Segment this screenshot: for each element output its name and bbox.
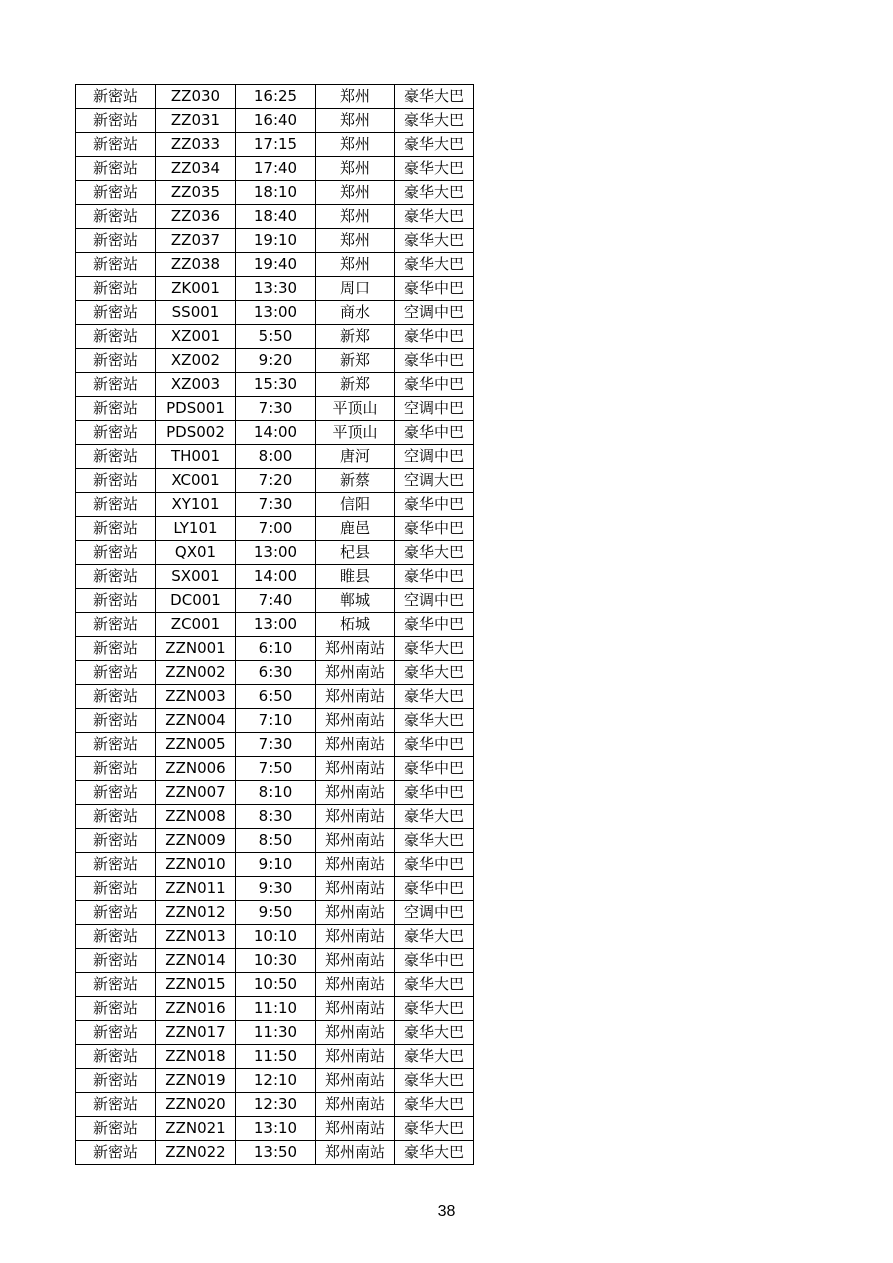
bus-type-cell: 豪华大巴 — [395, 541, 474, 565]
destination-cell: 郑州南站 — [316, 1021, 395, 1045]
departure-station-cell: 新密站 — [76, 661, 156, 685]
route-code-cell: ZZN005 — [156, 733, 236, 757]
route-code-cell: LY101 — [156, 517, 236, 541]
route-code-cell: ZZ033 — [156, 133, 236, 157]
departure-time-cell: 13:50 — [236, 1141, 316, 1165]
route-code-cell: QX01 — [156, 541, 236, 565]
bus-type-cell: 豪华中巴 — [395, 493, 474, 517]
bus-type-cell: 豪华中巴 — [395, 757, 474, 781]
destination-cell: 郑州南站 — [316, 709, 395, 733]
bus-type-cell: 豪华大巴 — [395, 1045, 474, 1069]
departure-time-cell: 14:00 — [236, 565, 316, 589]
bus-type-cell: 豪华大巴 — [395, 181, 474, 205]
departure-time-cell: 13:00 — [236, 541, 316, 565]
departure-time-cell: 10:10 — [236, 925, 316, 949]
destination-cell: 郑州南站 — [316, 637, 395, 661]
route-code-cell: ZZ030 — [156, 85, 236, 109]
bus-type-cell: 豪华中巴 — [395, 349, 474, 373]
bus-type-cell: 空调大巴 — [395, 469, 474, 493]
destination-cell: 郸城 — [316, 589, 395, 613]
departure-station-cell: 新密站 — [76, 205, 156, 229]
destination-cell: 郑州南站 — [316, 901, 395, 925]
departure-station-cell: 新密站 — [76, 565, 156, 589]
route-code-cell: TH001 — [156, 445, 236, 469]
departure-station-cell: 新密站 — [76, 925, 156, 949]
table-row — [76, 541, 474, 565]
table-row — [76, 949, 474, 973]
departure-station-cell: 新密站 — [76, 445, 156, 469]
bus-type-cell: 豪华中巴 — [395, 781, 474, 805]
departure-station-cell: 新密站 — [76, 853, 156, 877]
bus-type-cell: 豪华中巴 — [395, 421, 474, 445]
departure-time-cell: 9:50 — [236, 901, 316, 925]
departure-time-cell: 11:50 — [236, 1045, 316, 1069]
departure-station-cell: 新密站 — [76, 1045, 156, 1069]
destination-cell: 郑州南站 — [316, 997, 395, 1021]
table-row — [76, 997, 474, 1021]
bus-type-cell: 豪华大巴 — [395, 133, 474, 157]
destination-cell: 郑州 — [316, 109, 395, 133]
departure-station-cell: 新密站 — [76, 613, 156, 637]
bus-type-cell: 豪华大巴 — [395, 1141, 474, 1165]
route-code-cell: ZZN008 — [156, 805, 236, 829]
departure-time-cell: 11:30 — [236, 1021, 316, 1045]
route-code-cell: ZZN002 — [156, 661, 236, 685]
destination-cell: 唐河 — [316, 445, 395, 469]
departure-station-cell: 新密站 — [76, 637, 156, 661]
destination-cell: 睢县 — [316, 565, 395, 589]
table-row — [76, 493, 474, 517]
route-code-cell: ZZN004 — [156, 709, 236, 733]
table-row — [76, 1045, 474, 1069]
table-row — [76, 157, 474, 181]
table-row — [76, 1093, 474, 1117]
table-row — [76, 325, 474, 349]
page-number: 38 — [437, 1203, 456, 1220]
departure-time-cell: 10:50 — [236, 973, 316, 997]
departure-station-cell: 新密站 — [76, 709, 156, 733]
route-code-cell: ZZN006 — [156, 757, 236, 781]
route-code-cell: XC001 — [156, 469, 236, 493]
route-code-cell: ZZ035 — [156, 181, 236, 205]
destination-cell: 郑州南站 — [316, 877, 395, 901]
destination-cell: 周口 — [316, 277, 395, 301]
table-row — [76, 349, 474, 373]
bus-type-cell: 豪华中巴 — [395, 853, 474, 877]
destination-cell: 郑州南站 — [316, 805, 395, 829]
departure-time-cell: 9:30 — [236, 877, 316, 901]
route-code-cell: ZZ031 — [156, 109, 236, 133]
destination-cell: 郑州 — [316, 85, 395, 109]
bus-type-cell: 豪华大巴 — [395, 1021, 474, 1045]
table-row — [76, 565, 474, 589]
route-code-cell: PDS001 — [156, 397, 236, 421]
bus-type-cell: 空调中巴 — [395, 589, 474, 613]
table-row — [76, 877, 474, 901]
route-code-cell: ZZN003 — [156, 685, 236, 709]
route-code-cell: XZ003 — [156, 373, 236, 397]
departure-station-cell: 新密站 — [76, 877, 156, 901]
route-code-cell: ZZN013 — [156, 925, 236, 949]
destination-cell: 鹿邑 — [316, 517, 395, 541]
bus-type-cell: 空调中巴 — [395, 445, 474, 469]
departure-time-cell: 7:30 — [236, 733, 316, 757]
departure-station-cell: 新密站 — [76, 1069, 156, 1093]
table-row — [76, 373, 474, 397]
bus-type-cell: 豪华大巴 — [395, 997, 474, 1021]
destination-cell: 柘城 — [316, 613, 395, 637]
departure-station-cell: 新密站 — [76, 229, 156, 253]
departure-time-cell: 17:15 — [236, 133, 316, 157]
route-code-cell: XZ002 — [156, 349, 236, 373]
departure-station-cell: 新密站 — [76, 421, 156, 445]
destination-cell: 郑州南站 — [316, 733, 395, 757]
route-code-cell: ZZN009 — [156, 829, 236, 853]
departure-time-cell: 6:50 — [236, 685, 316, 709]
table-row — [76, 469, 474, 493]
route-code-cell: ZZN012 — [156, 901, 236, 925]
departure-time-cell: 8:10 — [236, 781, 316, 805]
table-row — [76, 253, 474, 277]
departure-time-cell: 13:00 — [236, 613, 316, 637]
table-row — [76, 757, 474, 781]
departure-time-cell: 6:30 — [236, 661, 316, 685]
destination-cell: 商水 — [316, 301, 395, 325]
route-code-cell: ZZN007 — [156, 781, 236, 805]
departure-time-cell: 10:30 — [236, 949, 316, 973]
departure-station-cell: 新密站 — [76, 541, 156, 565]
departure-time-cell: 8:00 — [236, 445, 316, 469]
destination-cell: 郑州 — [316, 157, 395, 181]
departure-station-cell: 新密站 — [76, 1021, 156, 1045]
route-code-cell: PDS002 — [156, 421, 236, 445]
table-row — [76, 589, 474, 613]
departure-time-cell: 11:10 — [236, 997, 316, 1021]
route-code-cell: DC001 — [156, 589, 236, 613]
route-code-cell: ZZN016 — [156, 997, 236, 1021]
departure-time-cell: 15:30 — [236, 373, 316, 397]
departure-station-cell: 新密站 — [76, 1093, 156, 1117]
departure-station-cell: 新密站 — [76, 349, 156, 373]
departure-station-cell: 新密站 — [76, 325, 156, 349]
route-code-cell: ZZN021 — [156, 1117, 236, 1141]
departure-time-cell: 16:40 — [236, 109, 316, 133]
table-row — [76, 205, 474, 229]
destination-cell: 信阳 — [316, 493, 395, 517]
table-row — [76, 85, 474, 109]
departure-station-cell: 新密站 — [76, 277, 156, 301]
table-row — [76, 1069, 474, 1093]
destination-cell: 平顶山 — [316, 421, 395, 445]
bus-type-cell: 豪华中巴 — [395, 733, 474, 757]
departure-time-cell: 13:00 — [236, 301, 316, 325]
departure-time-cell: 7:10 — [236, 709, 316, 733]
departure-station-cell: 新密站 — [76, 1141, 156, 1165]
bus-type-cell: 豪华中巴 — [395, 613, 474, 637]
table-row — [76, 805, 474, 829]
destination-cell: 郑州南站 — [316, 1117, 395, 1141]
destination-cell: 郑州 — [316, 253, 395, 277]
departure-station-cell: 新密站 — [76, 517, 156, 541]
departure-station-cell: 新密站 — [76, 685, 156, 709]
bus-type-cell: 豪华中巴 — [395, 565, 474, 589]
destination-cell: 郑州南站 — [316, 1141, 395, 1165]
route-code-cell: ZZ036 — [156, 205, 236, 229]
destination-cell: 郑州南站 — [316, 949, 395, 973]
departure-time-cell: 13:30 — [236, 277, 316, 301]
departure-time-cell: 5:50 — [236, 325, 316, 349]
table-row — [76, 709, 474, 733]
destination-cell: 杞县 — [316, 541, 395, 565]
destination-cell: 郑州南站 — [316, 925, 395, 949]
departure-station-cell: 新密站 — [76, 181, 156, 205]
departure-time-cell: 12:30 — [236, 1093, 316, 1117]
bus-type-cell: 豪华大巴 — [395, 661, 474, 685]
route-code-cell: ZZ038 — [156, 253, 236, 277]
bus-type-cell: 豪华大巴 — [395, 1069, 474, 1093]
destination-cell: 郑州南站 — [316, 661, 395, 685]
table-row — [76, 853, 474, 877]
route-code-cell: ZZ037 — [156, 229, 236, 253]
bus-type-cell: 豪华大巴 — [395, 925, 474, 949]
bus-type-cell: 豪华大巴 — [395, 973, 474, 997]
bus-type-cell: 豪华大巴 — [395, 685, 474, 709]
route-code-cell: ZK001 — [156, 277, 236, 301]
bus-type-cell: 豪华中巴 — [395, 277, 474, 301]
destination-cell: 新郑 — [316, 349, 395, 373]
table-row — [76, 421, 474, 445]
destination-cell: 郑州 — [316, 229, 395, 253]
route-code-cell: ZZN010 — [156, 853, 236, 877]
departure-time-cell: 19:40 — [236, 253, 316, 277]
table-row — [76, 733, 474, 757]
table-row — [76, 781, 474, 805]
bus-type-cell: 豪华大巴 — [395, 109, 474, 133]
table-row — [76, 181, 474, 205]
table-row — [76, 301, 474, 325]
table-row — [76, 277, 474, 301]
departure-station-cell: 新密站 — [76, 1117, 156, 1141]
departure-time-cell: 19:10 — [236, 229, 316, 253]
table-row — [76, 1021, 474, 1045]
departure-station-cell: 新密站 — [76, 157, 156, 181]
bus-type-cell: 豪华大巴 — [395, 229, 474, 253]
destination-cell: 郑州 — [316, 205, 395, 229]
bus-type-cell: 豪华大巴 — [395, 1093, 474, 1117]
destination-cell: 新郑 — [316, 325, 395, 349]
departure-time-cell: 13:10 — [236, 1117, 316, 1141]
destination-cell: 郑州 — [316, 181, 395, 205]
departure-station-cell: 新密站 — [76, 589, 156, 613]
departure-station-cell: 新密站 — [76, 469, 156, 493]
departure-time-cell: 9:20 — [236, 349, 316, 373]
route-code-cell: SS001 — [156, 301, 236, 325]
bus-type-cell: 空调中巴 — [395, 301, 474, 325]
route-code-cell: ZC001 — [156, 613, 236, 637]
route-code-cell: ZZN001 — [156, 637, 236, 661]
departure-time-cell: 7:50 — [236, 757, 316, 781]
bus-type-cell: 豪华大巴 — [395, 85, 474, 109]
destination-cell: 郑州南站 — [316, 829, 395, 853]
bus-type-cell: 豪华大巴 — [395, 1117, 474, 1141]
destination-cell: 郑州南站 — [316, 685, 395, 709]
bus-type-cell: 豪华中巴 — [395, 949, 474, 973]
destination-cell: 郑州 — [316, 133, 395, 157]
table-row — [76, 613, 474, 637]
destination-cell: 平顶山 — [316, 397, 395, 421]
departure-station-cell: 新密站 — [76, 397, 156, 421]
departure-time-cell: 12:10 — [236, 1069, 316, 1093]
table-row — [76, 685, 474, 709]
route-code-cell: ZZN017 — [156, 1021, 236, 1045]
table-row — [76, 1117, 474, 1141]
route-code-cell: SX001 — [156, 565, 236, 589]
departure-time-cell: 17:40 — [236, 157, 316, 181]
destination-cell: 郑州南站 — [316, 973, 395, 997]
bus-type-cell: 豪华大巴 — [395, 709, 474, 733]
departure-time-cell: 18:40 — [236, 205, 316, 229]
table-row — [76, 973, 474, 997]
departure-time-cell: 7:20 — [236, 469, 316, 493]
departure-time-cell: 8:30 — [236, 805, 316, 829]
route-code-cell: ZZ034 — [156, 157, 236, 181]
bus-type-cell: 豪华大巴 — [395, 157, 474, 181]
bus-type-cell: 豪华中巴 — [395, 373, 474, 397]
route-code-cell: XY101 — [156, 493, 236, 517]
departure-time-cell: 18:10 — [236, 181, 316, 205]
bus-type-cell: 空调中巴 — [395, 397, 474, 421]
table-row — [76, 829, 474, 853]
departure-station-cell: 新密站 — [76, 757, 156, 781]
departure-station-cell: 新密站 — [76, 373, 156, 397]
destination-cell: 新蔡 — [316, 469, 395, 493]
departure-station-cell: 新密站 — [76, 997, 156, 1021]
table-row — [76, 397, 474, 421]
route-code-cell: ZZN018 — [156, 1045, 236, 1069]
bus-type-cell: 豪华大巴 — [395, 205, 474, 229]
route-code-cell: ZZN022 — [156, 1141, 236, 1165]
departure-station-cell: 新密站 — [76, 85, 156, 109]
destination-cell: 郑州南站 — [316, 757, 395, 781]
departure-time-cell: 8:50 — [236, 829, 316, 853]
destination-cell: 郑州南站 — [316, 1093, 395, 1117]
departure-time-cell: 7:00 — [236, 517, 316, 541]
bus-type-cell: 豪华大巴 — [395, 805, 474, 829]
table-row — [76, 925, 474, 949]
departure-time-cell: 14:00 — [236, 421, 316, 445]
destination-cell: 新郑 — [316, 373, 395, 397]
destination-cell: 郑州南站 — [316, 781, 395, 805]
table-row — [76, 1141, 474, 1165]
route-code-cell: ZZN020 — [156, 1093, 236, 1117]
table-row — [76, 901, 474, 925]
bus-type-cell: 豪华中巴 — [395, 877, 474, 901]
route-code-cell: ZZN011 — [156, 877, 236, 901]
departure-station-cell: 新密站 — [76, 733, 156, 757]
departure-station-cell: 新密站 — [76, 109, 156, 133]
bus-type-cell: 空调中巴 — [395, 901, 474, 925]
departure-time-cell: 9:10 — [236, 853, 316, 877]
bus-type-cell: 豪华中巴 — [395, 325, 474, 349]
departure-station-cell: 新密站 — [76, 781, 156, 805]
bus-schedule-table — [75, 84, 474, 1165]
destination-cell: 郑州南站 — [316, 1045, 395, 1069]
route-code-cell: ZZN019 — [156, 1069, 236, 1093]
departure-time-cell: 16:25 — [236, 85, 316, 109]
route-code-cell: XZ001 — [156, 325, 236, 349]
departure-station-cell: 新密站 — [76, 253, 156, 277]
departure-station-cell: 新密站 — [76, 301, 156, 325]
bus-type-cell: 豪华大巴 — [395, 829, 474, 853]
route-code-cell: ZZN014 — [156, 949, 236, 973]
route-code-cell: ZZN015 — [156, 973, 236, 997]
departure-station-cell: 新密站 — [76, 133, 156, 157]
destination-cell: 郑州南站 — [316, 853, 395, 877]
departure-station-cell: 新密站 — [76, 949, 156, 973]
bus-type-cell: 豪华大巴 — [395, 253, 474, 277]
departure-time-cell: 7:30 — [236, 397, 316, 421]
schedule-table-body — [76, 85, 474, 1165]
table-row — [76, 517, 474, 541]
table-row — [76, 445, 474, 469]
departure-station-cell: 新密站 — [76, 901, 156, 925]
table-row — [76, 109, 474, 133]
table-row — [76, 637, 474, 661]
departure-station-cell: 新密站 — [76, 493, 156, 517]
departure-station-cell: 新密站 — [76, 829, 156, 853]
destination-cell: 郑州南站 — [316, 1069, 395, 1093]
table-row — [76, 229, 474, 253]
departure-time-cell: 7:30 — [236, 493, 316, 517]
bus-type-cell: 豪华大巴 — [395, 637, 474, 661]
departure-time-cell: 6:10 — [236, 637, 316, 661]
departure-station-cell: 新密站 — [76, 805, 156, 829]
table-row — [76, 133, 474, 157]
departure-station-cell: 新密站 — [76, 973, 156, 997]
departure-time-cell: 7:40 — [236, 589, 316, 613]
table-row — [76, 661, 474, 685]
bus-type-cell: 豪华中巴 — [395, 517, 474, 541]
